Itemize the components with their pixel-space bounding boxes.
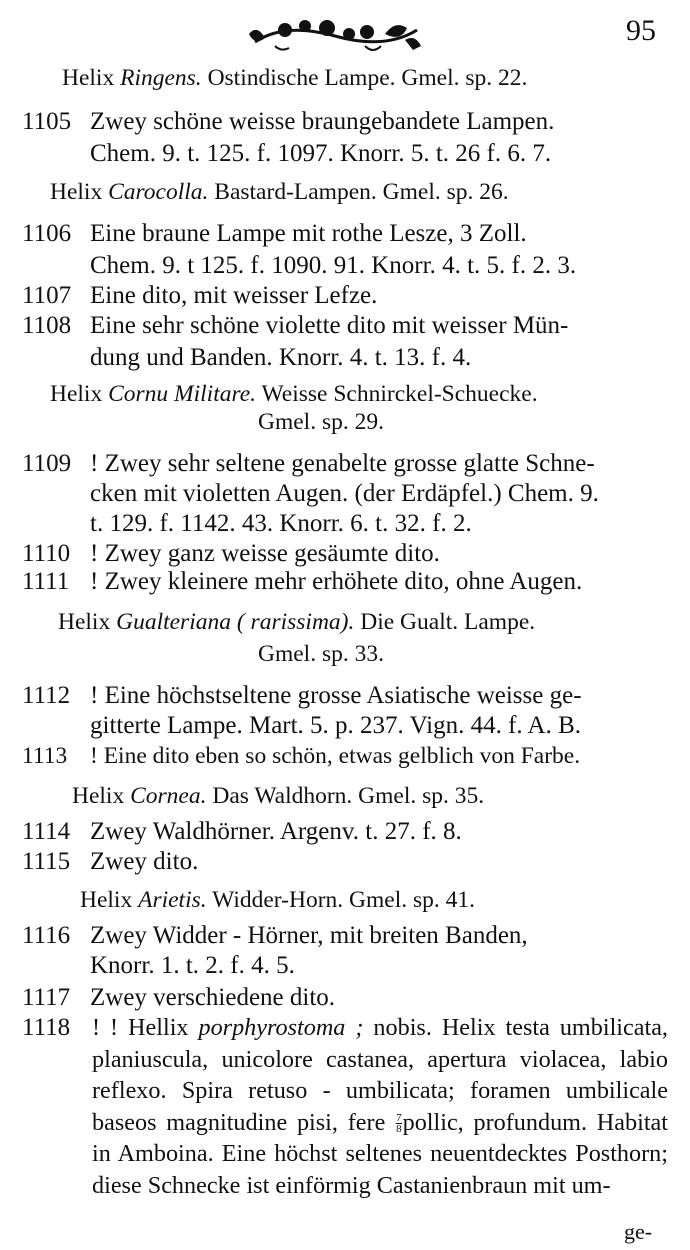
catalog-entry xyxy=(22,680,582,712)
entry-text: ! Zwey kleinere mehr erhöhete dito, ohne Augen. xyxy=(90,568,583,595)
entry-number: 1113 xyxy=(22,743,68,769)
heading-detail: Ostindische Lampe. Gmel. sp. 22. xyxy=(201,65,528,91)
entry-text: Zwey dito. xyxy=(90,848,199,875)
heading-detail: Widder-Horn. Gmel. sp. 41. xyxy=(206,887,475,913)
entry-number: 1114 xyxy=(22,818,71,845)
species-heading xyxy=(50,176,509,208)
page-header xyxy=(0,8,690,58)
entry-number: 1110 xyxy=(22,540,71,567)
entry-continuation: t. 129. f. 1142. 43. Knorr. 6. t. 32. f. 2. xyxy=(90,510,472,537)
catalog-entry xyxy=(22,566,582,598)
entry-text: Zwey Widder - Hörner, mit breiten Banden, xyxy=(90,922,528,949)
catalog-entry-number xyxy=(22,1012,90,1044)
entry-text: Zwey Waldhörner. Argenv. t. 27. f. 8. xyxy=(90,818,462,845)
entry-number: 1109 xyxy=(22,450,72,477)
entry-text: nobis. Helix testa umbilicata, planiuscula, unicolore castanea, apertura violacea, labio reflexo. Spira retuso - umbilicata; foramen umbilicale baseos magnitudine pisi, fere xyxy=(92,1014,668,1136)
entry-number: 1112 xyxy=(22,682,71,709)
fraction xyxy=(396,1113,402,1134)
species-name: Cornu Militare. xyxy=(108,381,257,407)
genus-name: Helix xyxy=(50,179,109,205)
entry-text: Zwey verschiedene dito. xyxy=(90,984,336,1011)
entry-number: 1107 xyxy=(22,282,72,309)
species-name: Ringens. xyxy=(120,65,202,91)
entry-continuation: Chem. 9. t 125. f. 1090. 91. Knorr. 4. t. 5. f. 2. 3. xyxy=(90,252,577,279)
catchword: ge- xyxy=(624,1219,653,1244)
entry-text: Eine braune Lampe mit rothe Lesze, 3 Zoll. xyxy=(90,220,527,247)
entry-text: ! Eine dito eben so schön, etwas gelblich von Farbe. xyxy=(90,743,581,769)
entry-number: 1111 xyxy=(22,568,70,595)
fraction-denominator: 8 xyxy=(396,1123,402,1136)
catalog-entry xyxy=(22,982,335,1014)
species-heading xyxy=(72,780,484,812)
species-heading xyxy=(58,606,535,638)
species-heading xyxy=(62,62,527,94)
entry-number: 1108 xyxy=(22,312,72,339)
catalog-entry xyxy=(22,816,462,848)
heading-detail: Die Gualt. Lampe. xyxy=(354,609,536,635)
entry-paragraph xyxy=(92,1012,668,1201)
heading-continuation: Gmel. sp. 29. xyxy=(258,409,384,435)
entry-text-continued: pollic, profundum. Habitat in Amboina. Eine höchst seltenes neuentdecktes Posthorn; diese Schnecke ist einförmig Castanienbraun mit um- xyxy=(92,1108,669,1199)
heading-detail: Weisse Schnirckel-Schuecke. xyxy=(256,381,538,407)
species-name: Cornea. xyxy=(130,783,207,809)
catalog-entry xyxy=(22,920,528,952)
entry-text: Eine dito, mit weisser Lefze. xyxy=(90,282,378,309)
entry-continuation: cken mit violetten Augen. (der Erdäpfel.) Chem. 9. xyxy=(90,480,599,507)
species-name: Carocolla. xyxy=(108,179,209,205)
heading-continuation: Gmel. sp. 33. xyxy=(258,641,384,667)
species-name: porphyrostoma ; xyxy=(198,1014,364,1041)
species-name: Arietis. xyxy=(138,887,207,913)
entry-text: ! Eine höchstseltene grosse Asiatische weisse ge- xyxy=(90,682,582,709)
catalog-entry xyxy=(22,310,568,342)
entry-lead: ! ! Hellix xyxy=(92,1014,199,1041)
entry-number: 1116 xyxy=(22,922,71,949)
floral-vine-ornament-icon xyxy=(245,12,425,56)
entry-continuation: gitterte Lampe. Mart. 5. p. 237. Vign. 44. f. A. B. xyxy=(90,712,582,739)
entry-text: Eine sehr schöne violette dito mit weisser Mün- xyxy=(90,312,569,339)
species-heading xyxy=(80,884,475,916)
entry-text: ! Zwey ganz weisse gesäumte dito. xyxy=(90,540,440,567)
entry-number: 1115 xyxy=(22,848,71,875)
heading-detail: Bastard-Lampen. Gmel. sp. 26. xyxy=(208,179,509,205)
fraction-numerator: 7 xyxy=(396,1112,402,1125)
genus-name: Helix xyxy=(72,783,131,809)
genus-name: Helix xyxy=(62,65,121,91)
entry-continuation: Chem. 9. t. 125. f. 1097. Knorr. 5. t. 26 f. 6. 7. xyxy=(90,140,552,167)
entry-continuation: dung und Banden. Knorr. 4. t. 13. f. 4. xyxy=(90,344,472,371)
entry-continuation: Knorr. 1. t. 2. f. 4. 5. xyxy=(90,952,295,979)
page-number: 95 xyxy=(626,14,656,47)
species-name: Gualteriana ( rarissima). xyxy=(116,609,355,635)
genus-name: Helix xyxy=(58,609,117,635)
catalog-entry xyxy=(22,106,554,138)
entry-text: ! Zwey sehr seltene genabelte grosse glatte Schne- xyxy=(90,450,595,477)
catalog-entry xyxy=(22,448,595,480)
catalog-entry xyxy=(22,740,580,772)
catalog-entry xyxy=(22,218,527,250)
genus-name: Helix xyxy=(80,887,139,913)
catalog-entry xyxy=(22,846,198,878)
entry-text: Zwey schöne weisse braungebandete Lampen. xyxy=(90,108,555,135)
entry-number: 1106 xyxy=(22,220,72,247)
catalog-entry xyxy=(22,280,377,312)
entry-number: 1105 xyxy=(22,108,72,135)
entry-number: 1117 xyxy=(22,984,71,1011)
entry-number: 1118 xyxy=(22,1014,71,1041)
heading-detail: Das Waldhorn. Gmel. sp. 35. xyxy=(206,783,485,809)
genus-name: Helix xyxy=(50,381,109,407)
